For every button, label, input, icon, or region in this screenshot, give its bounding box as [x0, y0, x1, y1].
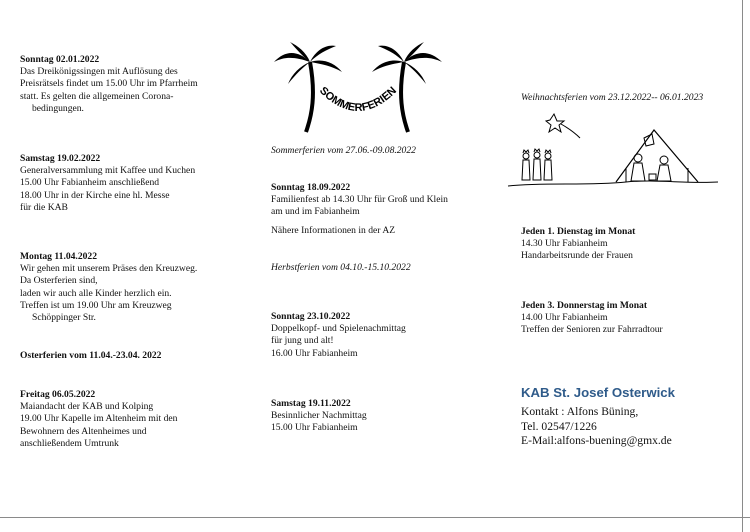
event-line: anschließendem Umtrunk — [20, 437, 119, 449]
event-line: Besinnlicher Nachmittag — [271, 410, 367, 422]
page-border-bottom — [0, 517, 750, 518]
logo-text: SOMMERFERIEN — [317, 84, 399, 115]
event-maiandacht — [20, 389, 177, 450]
event-note: Nähere Informationen in der AZ — [271, 225, 396, 236]
kab-title: KAB St. Josef Osterwick — [521, 385, 675, 400]
event-line: Wir gehen mit unserem Präses den Kreuzweg. — [20, 263, 198, 275]
event-line: 14.30 Uhr Fabianheim — [521, 238, 608, 250]
event-line: Treffen der Senioren zur Fahrradtour — [521, 324, 663, 336]
event-title: Samstag 19.02.2022 — [20, 153, 101, 164]
event-title: Sonntag 23.10.2022 — [271, 311, 351, 322]
event-line: Doppelkopf- und Spielenachmittag — [271, 323, 406, 335]
event-line: am und im Fabianheim — [271, 206, 360, 218]
event-line: Familienfest ab 14.30 Uhr für Groß und Klein — [271, 194, 448, 206]
event-title: Sonntag 18.09.2022 — [271, 182, 351, 193]
event-line: 19.00 Uhr Kapelle im Altenheim mit den — [20, 413, 178, 425]
kab-contact — [521, 405, 672, 449]
nativity-sketch-icon — [506, 108, 721, 193]
event-title: Jeden 1. Dienstag im Monat — [521, 226, 636, 237]
event-line: Maiandacht der KAB und Kolping — [20, 401, 154, 413]
event-line: laden wir auch alle Kinder herzlich ein. — [20, 287, 172, 299]
sommerferien-notice: Sommerferien vom 27.06.-09.08.2022 — [271, 145, 416, 156]
event-line: Generalversammlung mit Kaffee und Kuchen — [20, 165, 196, 177]
event-generalversammlung — [20, 153, 195, 214]
contact-phone: Tel. 02547/1226 — [521, 419, 597, 433]
recurring-handarbeit — [521, 226, 635, 263]
event-line: Bewohnern des Altenheimes und — [20, 425, 147, 437]
event-line: 15.00 Uhr Fabianheim — [271, 422, 358, 434]
event-line: 15.00 Uhr Fabianheim anschließend — [20, 177, 160, 189]
event-title: Freitag 06.05.2022 — [20, 389, 96, 400]
event-doppelkopf — [271, 311, 406, 360]
event-line: für jung und alt! — [271, 335, 334, 347]
event-dreikoenig — [20, 54, 198, 115]
event-kreuzweg — [20, 251, 197, 324]
event-line: 14.00 Uhr Fabianheim — [521, 312, 608, 324]
herbstferien-notice: Herbstferien vom 04.10.-15.10.2022 — [271, 262, 411, 273]
osterferien-notice — [20, 350, 161, 362]
recurring-senioren — [521, 300, 663, 337]
event-line: Schöppinger Str. — [32, 312, 96, 324]
event-line: Preisrätsels findet um 15.00 Uhr im Pfarrheim — [20, 78, 198, 90]
event-line: Handarbeitsrunde der Frauen — [521, 250, 633, 262]
event-besinnlich — [271, 398, 367, 435]
event-familienfest — [271, 182, 448, 219]
svg-text:SOMMERFERIEN — [317, 85, 399, 114]
weihnachtsferien-notice: Weihnachtsferien vom 23.12.2022-- 06.01.2023 — [521, 92, 704, 103]
event-line: Treffen ist um 19.00 Uhr am Kreuzweg — [20, 299, 172, 311]
contact-email: E-Mail:alfons-buening@gmx.de — [521, 434, 672, 448]
event-line: statt. Es gelten die allgemeinen Corona- — [20, 90, 174, 102]
event-title: Sonntag 02.01.2022 — [20, 54, 100, 65]
event-line: 18.00 Uhr in der Kirche eine hl. Messe — [20, 189, 170, 201]
event-line: Da Osterferien sind, — [20, 275, 98, 287]
event-line: für die KAB — [20, 201, 68, 213]
event-title: Montag 11.04.2022 — [20, 251, 98, 262]
palm-trees-logo — [270, 40, 450, 135]
page-border-right — [742, 0, 743, 532]
event-title: Jeden 3. Donnerstag im Monat — [521, 300, 648, 311]
contact-person: Kontakt : Alfons Büning, — [521, 405, 639, 418]
event-line: 16.00 Uhr Fabianheim — [271, 347, 358, 359]
event-line: Das Dreikönigssingen mit Auflösung des — [20, 66, 178, 78]
event-title: Osterferien vom 11.04.-23.04. 2022 — [20, 350, 162, 361]
event-title: Samstag 19.11.2022 — [271, 398, 351, 409]
event-line: bedingungen. — [32, 102, 84, 114]
